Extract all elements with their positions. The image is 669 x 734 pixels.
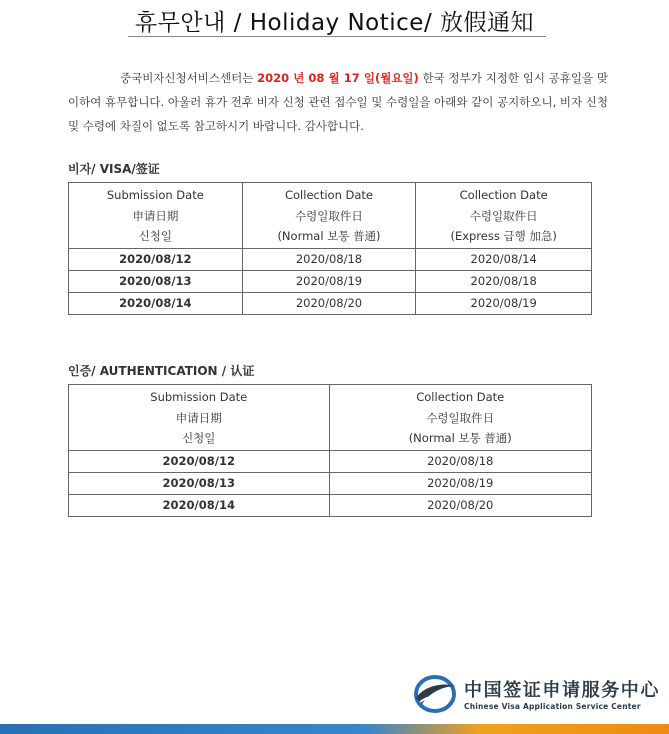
table-row [69, 292, 592, 314]
logo-chinese-name: 中国签证申请服务中心 [464, 680, 660, 701]
header-collection-express: Collection Date 수령일取件日 (Express 급행 加急) [416, 183, 592, 249]
submission-date-cell: 2020/08/12 [69, 450, 330, 472]
visa-section-label: 비자/ VISA/签证 [68, 162, 160, 176]
logo-english-name: Chinese Visa Application Service Center [464, 702, 641, 711]
intro-date-highlight: 2020 년 08 월 17 일(월요일) [257, 71, 419, 85]
collection-normal-cell: 2020/08/20 [242, 292, 416, 314]
collection-normal-cell: 2020/08/19 [242, 270, 416, 292]
auth-section-label: 인증/ AUTHENTICATION / 认证 [68, 364, 255, 378]
globe-swoosh-icon [412, 672, 458, 716]
table-row [69, 270, 592, 292]
title-underline [128, 36, 546, 37]
header-submission-date: Submission Date 申请日期 신청일 [69, 183, 243, 249]
table-row [69, 494, 592, 516]
visa-center-logo [412, 672, 662, 718]
table-row [69, 472, 592, 494]
page-title: 휴무안내 / Holiday Notice/ 放假通知 [134, 10, 535, 36]
auth-table [68, 384, 592, 517]
header-collection-normal: Collection Date 수령일取件日 (Normal 보통 普通) [242, 183, 416, 249]
submission-date-cell: 2020/08/14 [69, 494, 330, 516]
auth-table-header [69, 385, 592, 451]
collection-normal-cell: 2020/08/18 [242, 248, 416, 270]
collection-normal-cell: 2020/08/20 [329, 494, 592, 516]
intro-text-1: 중국비자신청서비스센터는 [120, 71, 258, 85]
visa-table-header [69, 183, 592, 249]
submission-date-cell: 2020/08/13 [69, 270, 243, 292]
table-row [69, 450, 592, 472]
header-submission-date: Submission Date 申请日期 신청일 [69, 385, 330, 451]
intro-paragraph [68, 66, 608, 138]
visa-table [68, 182, 592, 315]
submission-date-cell: 2020/08/13 [69, 472, 330, 494]
submission-date-cell: 2020/08/14 [69, 292, 243, 314]
collection-express-cell: 2020/08/19 [416, 292, 592, 314]
submission-date-cell: 2020/08/12 [69, 248, 243, 270]
table-row [69, 248, 592, 270]
collection-normal-cell: 2020/08/18 [329, 450, 592, 472]
header-collection-normal: Collection Date 수령일取件日 (Normal 보통 普通) [329, 385, 592, 451]
bottom-color-bar [0, 724, 669, 734]
collection-express-cell: 2020/08/18 [416, 270, 592, 292]
intro-text-2: 한국 정부가 지정한 임시 공휴일을 맞이하여 휴무합니다. 아울러 휴가 전후 비자 신청 관련 접수일 및 수령일을 아래와 같이 공지하오니, 비자 신청 및 수령에 차질이 없도록 참고하시기 바랍니다. 감사합니다. [68, 71, 608, 133]
collection-express-cell: 2020/08/14 [416, 248, 592, 270]
collection-normal-cell: 2020/08/19 [329, 472, 592, 494]
